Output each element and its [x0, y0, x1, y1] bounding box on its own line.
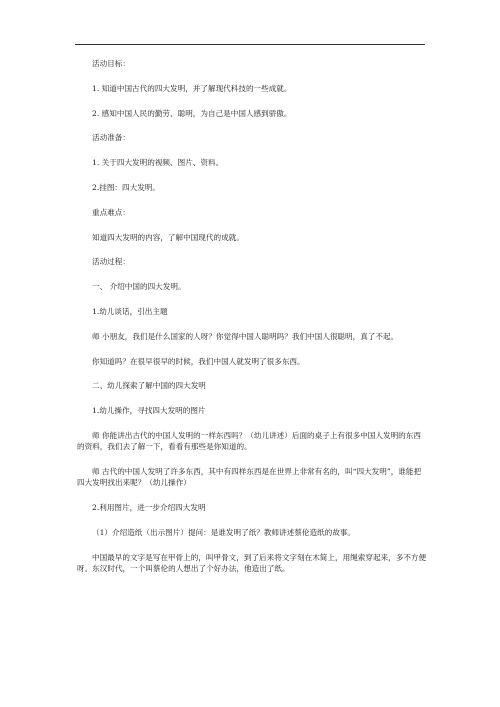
step-2-2: 2.利用图片，进一步介绍四大发明 [92, 502, 206, 512]
goal-item-1: 1. 知道中国古代的四大发明，并了解现代科技的一些成就。 [92, 83, 292, 93]
goal-heading: 活动目标： [92, 59, 130, 68]
dialog-paragraph: 师 小朋友，我们是什么国家的人呀？你觉得中国人聪明吗？我们中国人很聪明，真了不起。 [92, 331, 399, 341]
dialog-paragraph: 师 你能讲出古代的中国人发明的一样东西吗？（幼儿讲述）后面的桌子上有很多中国人发明的东西的资料，我们去了解一下，看看有那些是你知道的。 [77, 430, 421, 452]
dialog-paragraph: 师 古代的中国人发明了许多东西，其中有四样东西是在世界上非常有名的，叫“四大发明”，谁能把四大发明找出来呢？（幼儿操作） [77, 466, 422, 488]
step-2-1: 1.幼儿操作，寻找四大发明的图片 [92, 406, 206, 416]
step-2-2-1: （1）介绍造纸（出示图片）提问：是谁发明了纸？教师讲述蔡伦造纸的故事。 [92, 527, 356, 537]
prep-heading: 活动准备： [92, 133, 130, 143]
step-1-1: 1.幼儿谈话，引出主题 [92, 306, 168, 316]
document-body [77, 58, 427, 588]
prep-item-1: 1. 关于四大发明的视频、图片、资料。 [92, 158, 224, 168]
goal-item-2: 2. 感知中国人民的勤劳、聪明，为自己是中国人感到骄傲。 [92, 108, 292, 118]
step-2: 二、幼儿探索了解中国的四大发明 [92, 381, 206, 391]
key-heading: 重点难点： [92, 207, 130, 217]
process-heading: 活动过程： [92, 257, 130, 267]
dialog-paragraph: 你知道吗？在很早很早的时候，我们中国人就发明了很多东西。 [92, 356, 305, 366]
story-paragraph: 中国最早的文字是写在甲骨上的，叫甲骨文，到了后来将文字刻在木简上，用绳索穿起来，多不方便呀。东汉时代，一个叫蔡伦的人想出了个好办法，他造出了纸。 [77, 552, 427, 573]
header-rule [75, 44, 425, 45]
key-item-1: 知道四大发明的内容，了解中国现代的成就。 [92, 232, 244, 242]
prep-item-2: 2.挂图：四大发明。 [92, 182, 160, 192]
step-1: 一、 介绍中国的四大发明。 [92, 282, 186, 292]
